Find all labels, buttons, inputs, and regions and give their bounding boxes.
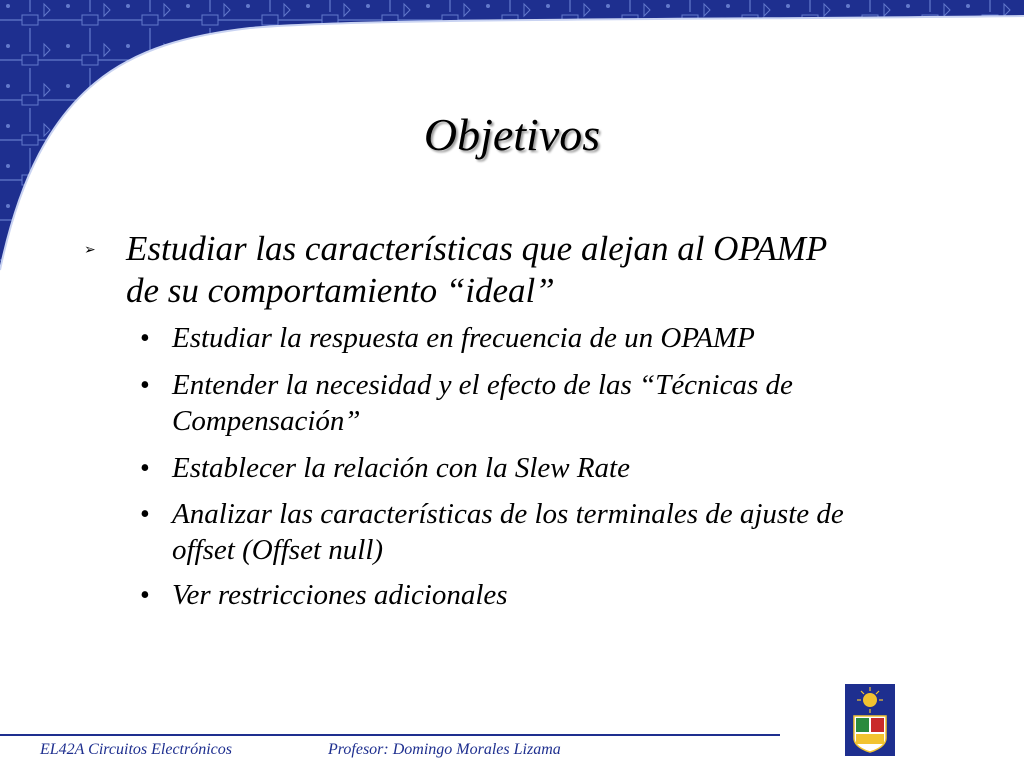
sub-bullet-text: Ver restricciones adicionales: [172, 579, 508, 611]
main-bullet-text: Estudiar las características que alejan al OPAMP de su comportamiento “ideal”: [126, 229, 827, 310]
bullet-dot-icon: •: [140, 453, 150, 484]
bullet-dot-icon: •: [140, 499, 150, 530]
footer-divider: [0, 734, 780, 736]
bullet-dot-icon: •: [140, 323, 150, 354]
sub-bullet-text: Establecer la relación con la Slew Rate: [172, 452, 630, 484]
footer-course: EL42A Circuitos Electrónicos: [40, 741, 232, 758]
sub-bullet-text: Analizar las características de los terminales de ajuste de offset (Offset null): [172, 498, 844, 566]
bullet-dot-icon: •: [140, 370, 150, 401]
arrow-bullet-icon: ➢: [84, 243, 96, 258]
bullet-dot-icon: •: [140, 580, 150, 611]
sub-bullet-text: Entender la necesidad y el efecto de las “Técnicas de Compensación”: [172, 369, 793, 437]
footer-professor: Profesor: Domingo Morales Lizama: [328, 741, 561, 758]
sub-bullet-text: Estudiar la respuesta en frecuencia de un OPAMP: [172, 322, 755, 354]
slide-title: Objetivos: [423, 109, 601, 160]
university-crest-icon: [845, 684, 895, 756]
